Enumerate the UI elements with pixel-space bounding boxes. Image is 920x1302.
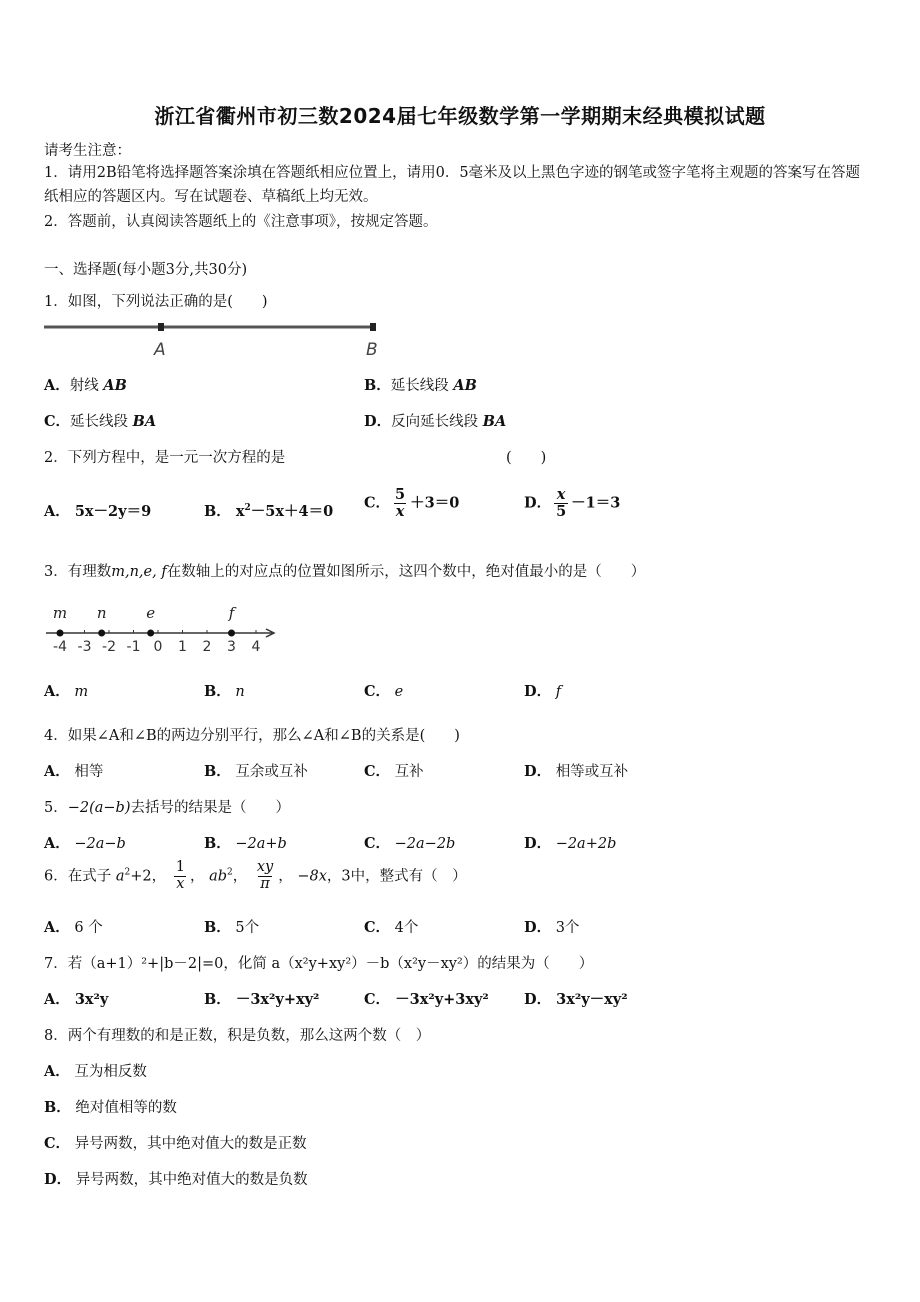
q3-stem: 3．有理数m,n,e, f在数轴上的对应点的位置如图所示，这四个数中，绝对值最小的是（ ）: [44, 564, 646, 580]
q3-point-label: m: [52, 604, 68, 622]
q3-option-a: A． m: [44, 683, 89, 700]
q2-option-a: A． 5x－2y＝9: [44, 503, 152, 520]
q4-option-b: B． 互余或互补: [204, 763, 308, 780]
q8-option-c: C． 异号两数，其中绝对值大的数是正数: [44, 1135, 307, 1152]
q7-option-b: B． －3x²y+xy²: [204, 991, 320, 1008]
q4-option-a: A． 相等: [44, 763, 104, 780]
notice-item-2: 2．答题前，认真阅读答题纸上的《注意事项》，按规定答题。: [44, 214, 438, 230]
q7-option-a: A． 3x²y: [44, 991, 109, 1008]
q1-label-a: A: [154, 340, 166, 360]
q5-stem: 5．−2(a−b)去括号的结果是（ ）: [44, 800, 290, 816]
q6-option-b: B． 5个: [204, 919, 260, 936]
q3-option-d: D． f: [524, 683, 562, 700]
q3-tick-label: 4: [251, 639, 261, 655]
q4-option-c: C． 互补: [364, 763, 424, 780]
q1-point-a: [158, 323, 164, 331]
q3-tick-label: -2: [102, 639, 116, 655]
q3-tick-label: 3: [227, 639, 236, 655]
q3-option-b: B． n: [204, 683, 245, 700]
q3-option-c: C． e: [364, 683, 404, 700]
q5-option-c: C． −2a−2b: [364, 835, 456, 852]
q3-number-line: [44, 600, 284, 658]
q1-point-b: [370, 323, 376, 331]
q1-option-a: A．射线 AB: [44, 377, 127, 394]
q8-option-d: D． 异号两数，其中绝对值大的数是负数: [44, 1171, 308, 1188]
notice-heading: 请考生注意：: [44, 143, 131, 159]
q3-tick-label: 1: [178, 639, 187, 655]
q6-option-c: C． 4个: [364, 919, 419, 936]
q1-stem: 1．如图，下列说法正确的是( ): [44, 294, 268, 310]
q3-point-label: e: [146, 604, 156, 622]
q6-option-d: D． 3个: [524, 919, 580, 936]
q7-stem: 7．若（a+1）²+|b－2|=0，化简 a（x²y+xy²）－b（x²y－xy²）的结果为（ ）: [44, 956, 594, 972]
section-heading: 一、选择题(每小题3分,共30分): [44, 262, 248, 278]
q4-option-d: D． 相等或互补: [524, 763, 629, 780]
q8-option-b: B． 绝对值相等的数: [44, 1099, 177, 1116]
q1-option-b: B．延长线段 AB: [364, 377, 477, 394]
q3-point-label: n: [96, 604, 107, 622]
q1-line-figure: [44, 318, 384, 360]
q5-option-b: B． −2a+b: [204, 835, 287, 852]
q1-option-c: C．延长线段 BA: [44, 413, 157, 430]
q1-label-b: B: [366, 340, 378, 360]
q2-stem: 2．下列方程中，是一元一次方程的是: [44, 450, 286, 466]
q2-option-b: B． $x^2-5x+4=0$: [204, 503, 334, 520]
q6-option-a: A． 6 个: [44, 919, 103, 936]
q8-stem: 8．两个有理数的和是正数，积是负数，那么这两个数（ ）: [44, 1028, 431, 1044]
q8-option-a: A． 互为相反数: [44, 1063, 147, 1080]
q3-tick-label: -4: [53, 639, 67, 655]
q5-option-a: A． −2a−b: [44, 835, 126, 852]
q2-option-d: D． $\frac{x}{5}$ －1＝3: [524, 486, 621, 520]
q7-option-c: C． －3x²y+3xy²: [364, 991, 489, 1008]
q7-option-d: D． 3x²y－xy²: [524, 991, 628, 1008]
q5-option-d: D． −2a+2b: [524, 835, 617, 852]
q1-option-d: D．反向延长线段 BA: [364, 413, 507, 430]
q6-stem: 6．在式子 $a^2+2$， $\frac{1}{x}$ ， $ab^2$， $\frac{xy}{\pi}$ ， −8x，3中，整式有（ ）: [44, 859, 467, 892]
q3-tick-label: -1: [126, 639, 141, 655]
q3-tick-label: 0: [153, 639, 163, 655]
q3-point-m: [57, 630, 64, 637]
q3-tick-label: 2: [202, 639, 212, 655]
q3-tick-label: -3: [77, 639, 92, 655]
q4-stem: 4．如果∠A和∠B的两边分别平行，那么∠A和∠B的关系是( ): [44, 728, 460, 744]
q3-point-n: [98, 630, 105, 637]
notice-item-1: 1．请用2B铅笔将选择题答案涂填在答题纸相应位置上，请用0．5毫米及以上黑色字迹的钢笔或签字笔将主观题的答案写在答题纸相应的答题区内。写在试题卷、草稿纸上均无效。: [44, 165, 861, 205]
page-title: 浙江省衢州市初三数2024届七年级数学第一学期期末经典模拟试题: [154, 104, 766, 128]
q3-point-f: [228, 630, 235, 637]
q2-option-c: C． $\frac{5}{x}$ ＋3＝0: [364, 486, 460, 520]
q3-point-e: [147, 630, 154, 637]
q3-point-label: f: [228, 604, 235, 622]
q2-paren: ( ): [506, 450, 547, 466]
